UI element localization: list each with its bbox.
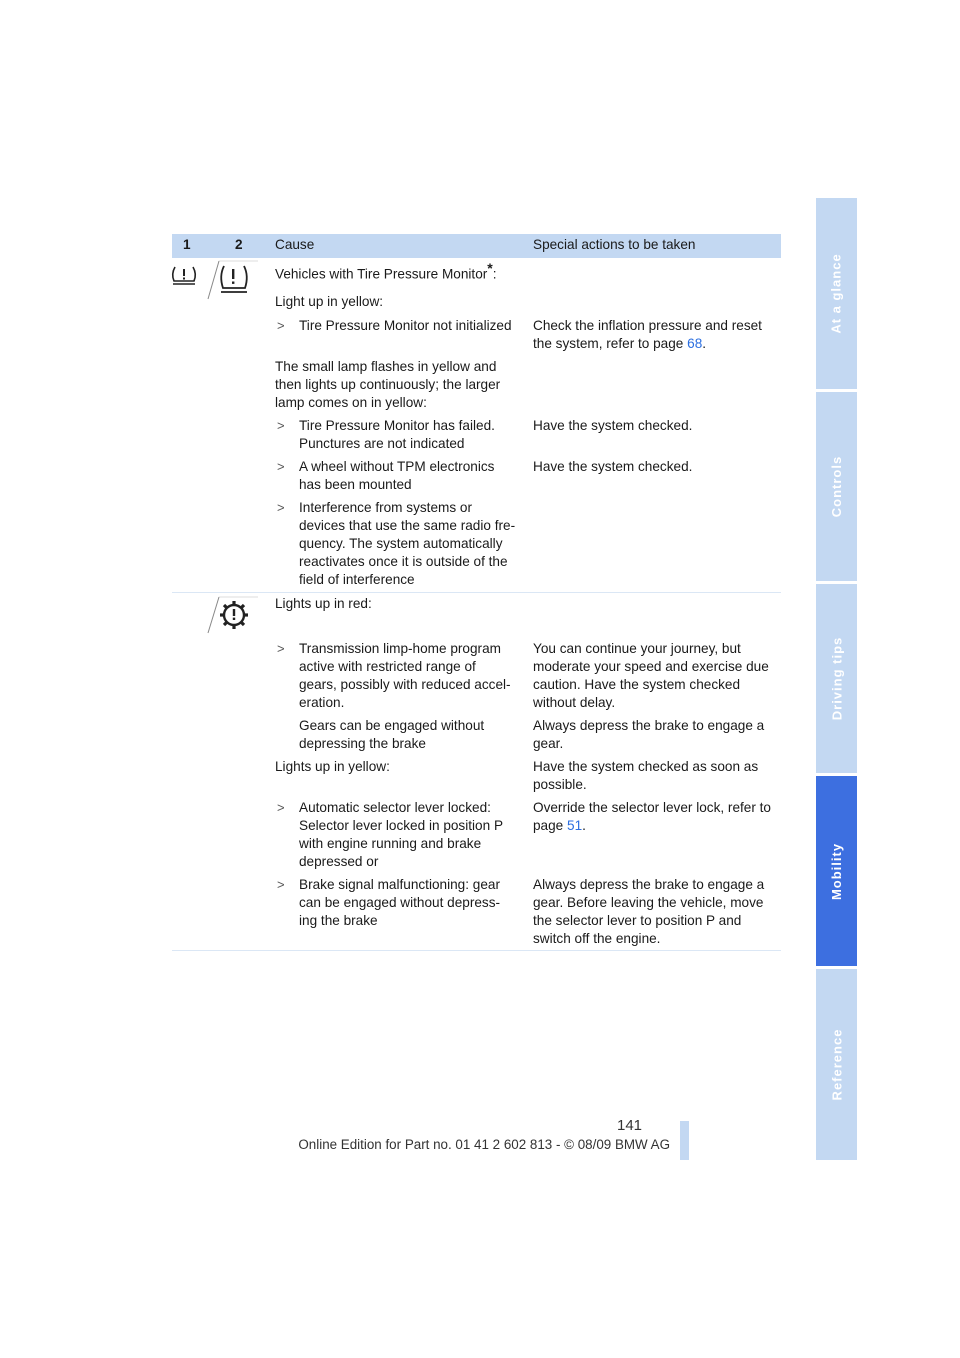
page-link-51[interactable]: 51 (567, 818, 583, 833)
trans-item3-cause-2: can be engaged without depress- (299, 895, 501, 910)
bullet-marker: > (277, 418, 285, 433)
trans-item2-cause-2: Selector lever locked in position P (299, 818, 504, 833)
side-tab-controls[interactable] (816, 392, 857, 581)
side-tab-label: Mobility (829, 842, 845, 900)
trans-item2-cause-3: with engine running and brake (299, 836, 482, 851)
tpm-item4-cause-2: devices that use the same radio fre- (299, 518, 516, 533)
bullet-marker: > (277, 459, 285, 474)
trans-gears-action-1: Always depress the brake to engage a (533, 718, 765, 733)
tpm-item4-cause-3: quency. The system automatically (299, 536, 503, 551)
tpm-intro (275, 260, 497, 283)
trans-item2-cause-4: depressed or (299, 854, 379, 869)
tpm-flash-2: then lights up continuously; the larger (275, 377, 501, 392)
tpm-item1-action-2: the system, refer to page 68. (533, 336, 707, 351)
tpm-item3-cause-2: has been mounted (299, 477, 412, 492)
header-col-1: 1 (183, 237, 191, 252)
tpm-flash-1: The small lamp flashes in yellow and (275, 359, 497, 374)
tpm-item3-action: Have the system checked. (533, 459, 693, 474)
trans-yellow-label: Lights up in yellow: (275, 759, 390, 774)
tire-pressure-small-icon (170, 264, 198, 286)
side-tab-label: Reference (829, 1028, 844, 1101)
trans-gears-1: Gears can be engaged without (299, 718, 485, 733)
trans-yellow-action-2: possible. (533, 777, 587, 792)
side-tab-label: Driving tips (829, 636, 845, 721)
trans-item2-action-1: Override the selector lever lock, refer to (533, 800, 771, 815)
side-tab-label: At a glance (829, 253, 845, 334)
trans-yellow-action-1: Have the system checked as soon as (533, 759, 759, 774)
trans-item1-action-2: moderate your speed and exercise due (533, 659, 769, 674)
side-tab-driving-tips[interactable] (816, 584, 857, 773)
page-number: 141 (617, 1117, 643, 1134)
tpm-item1-action-text: the system, refer to page (533, 336, 688, 351)
trans-item1-cause-3: gears, possibly with reduced accel- (299, 677, 511, 692)
trans-item3-cause-3: ing the brake (299, 913, 378, 928)
tpm-item4-cause-5: field of interference (299, 572, 415, 587)
side-tab-mobility[interactable] (816, 776, 857, 966)
trans-item1-cause-2: active with restricted range of (299, 659, 476, 674)
trans-item2-cause-1: Automatic selector lever locked: (299, 800, 491, 815)
trans-item3-action-4: switch off the engine. (533, 931, 661, 946)
header-actions: Special actions to be taken (533, 237, 696, 252)
tpm-item2-cause-2: Punctures are not indicated (299, 436, 465, 451)
transmission-gear-icon (207, 596, 259, 634)
option-star: * (487, 260, 493, 276)
tpm-item4-cause-1: Interference from systems or (299, 500, 472, 515)
trans-item1-cause-1: Transmission limp-home program (299, 641, 501, 656)
tire-pressure-large-icon (207, 260, 259, 300)
tpm-flash-3: lamp comes on in yellow: (275, 395, 427, 410)
trans-item1-action-3: caution. Have the system checked (533, 677, 741, 692)
trans-item1-action-4: without delay. (533, 695, 616, 710)
edition-line: Online Edition for Part no. 01 41 2 602 813 - © 08/09 BMW AG (298, 1137, 670, 1152)
bullet-marker: > (277, 641, 285, 656)
bullet-marker: > (277, 500, 285, 515)
trans-item3-action-3: the selector lever to position P and (533, 913, 742, 928)
trans-gears-2: depressing the brake (299, 736, 426, 751)
tpm-item3-cause-1: A wheel without TPM electronics (299, 459, 495, 474)
tpm-item2-action: Have the system checked. (533, 418, 693, 433)
tpm-item1-cause: Tire Pressure Monitor not initialized (299, 318, 512, 333)
trans-item3-action-2: gear. Before leaving the vehicle, move (533, 895, 764, 910)
bullet-marker: > (277, 877, 285, 892)
page-link-68[interactable]: 68 (687, 336, 703, 351)
tpm-item1-action-1: Check the inflation pressure and reset (533, 318, 762, 333)
tpm-item2-cause-1: Tire Pressure Monitor has failed. (299, 418, 495, 433)
trans-item2-action-2: page 51. (533, 818, 586, 833)
side-tab-at-a-glance[interactable] (816, 198, 857, 389)
tpm-intro-text: Vehicles with Tire Pressure Monitor (275, 266, 488, 282)
trans-item1-cause-4: eration. (299, 695, 345, 710)
side-tab-reference[interactable] (816, 969, 857, 1160)
trans-item2-action-text: page (533, 818, 568, 833)
trans-red-label: Lights up in red: (275, 596, 372, 611)
side-tab-label: Controls (829, 455, 845, 518)
bullet-marker: > (277, 318, 285, 333)
trans-item3-action-1: Always depress the brake to engage a (533, 877, 765, 892)
footer-accent-bar (680, 1121, 689, 1160)
tpm-intro-colon: : (492, 266, 497, 282)
trans-item3-cause-1: Brake signal malfunctioning: gear (299, 877, 500, 892)
trans-item1-action-1: You can continue your journey, but (533, 641, 741, 656)
tpm-yellow-label: Light up in yellow: (275, 294, 384, 309)
header-cause: Cause (275, 237, 315, 252)
bullet-marker: > (277, 800, 285, 815)
table-bottom-rule (172, 950, 781, 951)
tpm-item4-cause-4: reactivates once it is outside of the (299, 554, 508, 569)
trans-gears-action-2: gear. (533, 736, 564, 751)
section-divider (172, 592, 781, 593)
header-col-2: 2 (235, 237, 243, 252)
